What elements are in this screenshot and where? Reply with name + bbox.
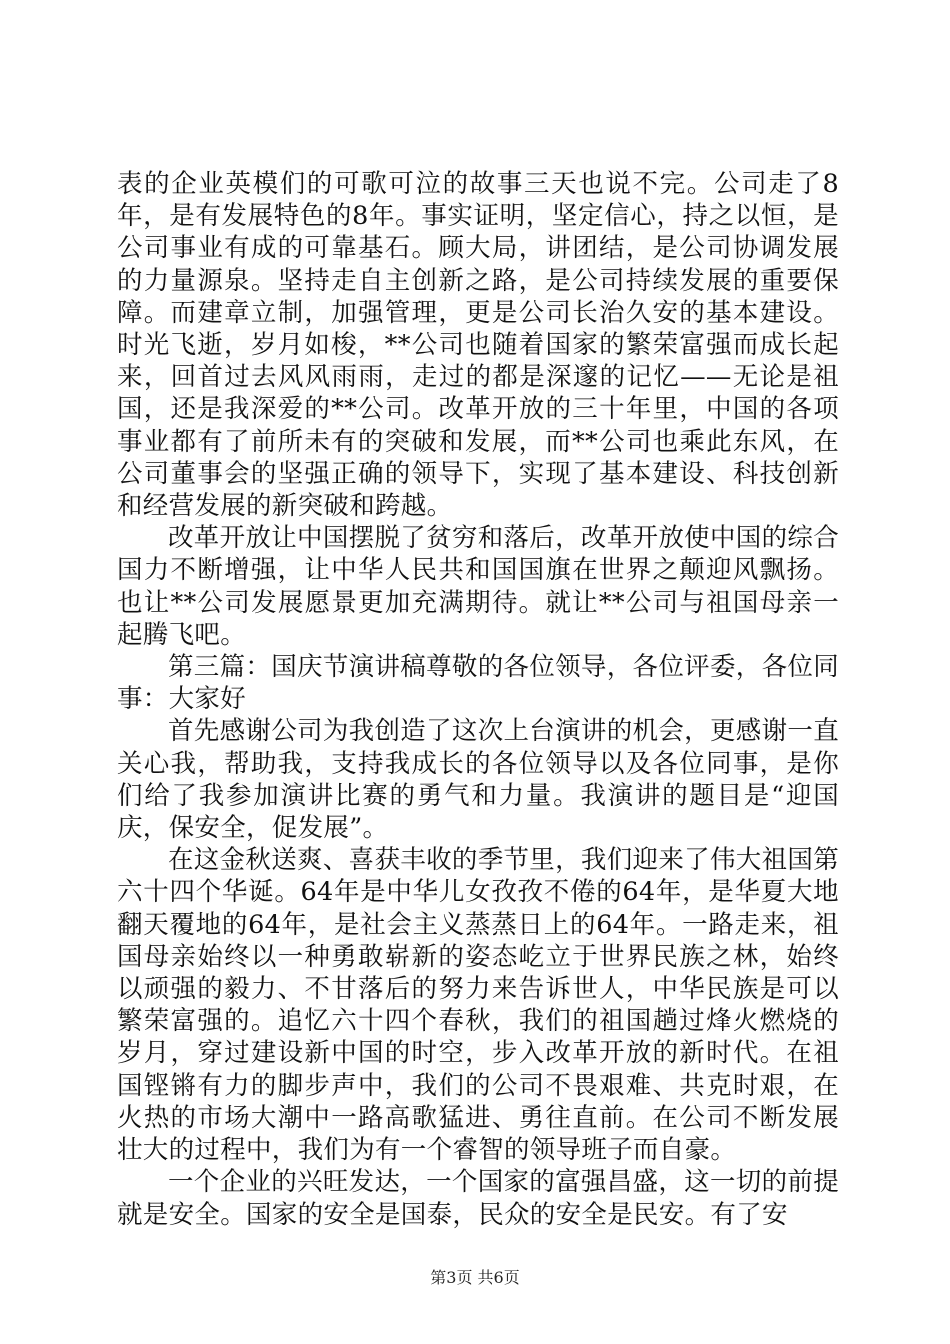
paragraph-6: 一个企业的兴旺发达，一个国家的富强昌盛，这一切的前提就是安全。国家的安全是国泰，民众的安全是民安。有了安 [117, 1167, 839, 1230]
page-number-footer: 第3页 共6页 [430, 1268, 520, 1287]
paragraph-4: 首先感谢公司为我创造了这次上台演讲的机会，更感谢一直关心我，帮助我，支持我成长的各位领导以及各位同事，是你们给了我参加演讲比赛的勇气和力量。我演讲的题目是“迎国庆，保安全，促发展”。 [117, 716, 839, 844]
paragraph-5: 在这金秋送爽、喜获丰收的季节里，我们迎来了伟大祖国第六十四个华诞。64年是中华儿女孜孜不倦的64年，是华夏大地翻天覆地的64年，是社会主义蒸蒸日上的64年。一路走来，祖国母亲始终以一种勇敢崭新的姿态屹立于世界民族之林，始终以顽强的毅力、不甘落后的努力来告诉世人，中华民族是可以繁荣富强的。追忆六十四个春秋，我们的祖国趟过烽火燃烧的岁月，穿过建设新中国的时空，步入改革开放的新时代。在祖国铿锵有力的脚步声中，我们的公司不畏艰难、共克时艰，在火热的市场大潮中一路高歌猛进、勇往直前。在公司不断发展壮大的过程中，我们为有一个睿智的领导班子而自豪。 [117, 845, 839, 1166]
section-heading-paragraph: 第三篇：国庆节演讲稿尊敬的各位领导，各位评委，各位同事：大家好 [117, 652, 839, 715]
document-body [117, 168, 839, 1231]
paragraph-1: 表的企业英模们的可歌可泣的故事三天也说不完。公司走了8年，是有发展特色的8年。事实证明，坚定信心，持之以恒，是公司事业有成的可靠基石。顾大局，讲团结，是公司协调发展的力量源泉。坚持走自主创新之路，是公司持续发展的重要保障。而建章立制，加强管理，更是公司长治久安的基本建设。时光飞逝，岁月如梭，**公司也随着国家的繁荣富强而成长起来，回首过去风风雨雨，走过的都是深邃的记忆——无论是祖国，还是我深爱的**公司。改革开放的三十年里，中国的各项事业都有了前所未有的突破和发展，而**公司也乘此东风，在公司董事会的坚强正确的领导下，实现了基本建设、科技创新和经营发展的新突破和跨越。 [117, 169, 839, 522]
paragraph-2: 改革开放让中国摆脱了贫穷和落后，改革开放使中国的综合国力不断增强，让中华人民共和国国旗在世界之颠迎风飘扬。也让**公司发展愿景更加充满期待。就让**公司与祖国母亲一起腾飞吧。 [117, 523, 839, 650]
